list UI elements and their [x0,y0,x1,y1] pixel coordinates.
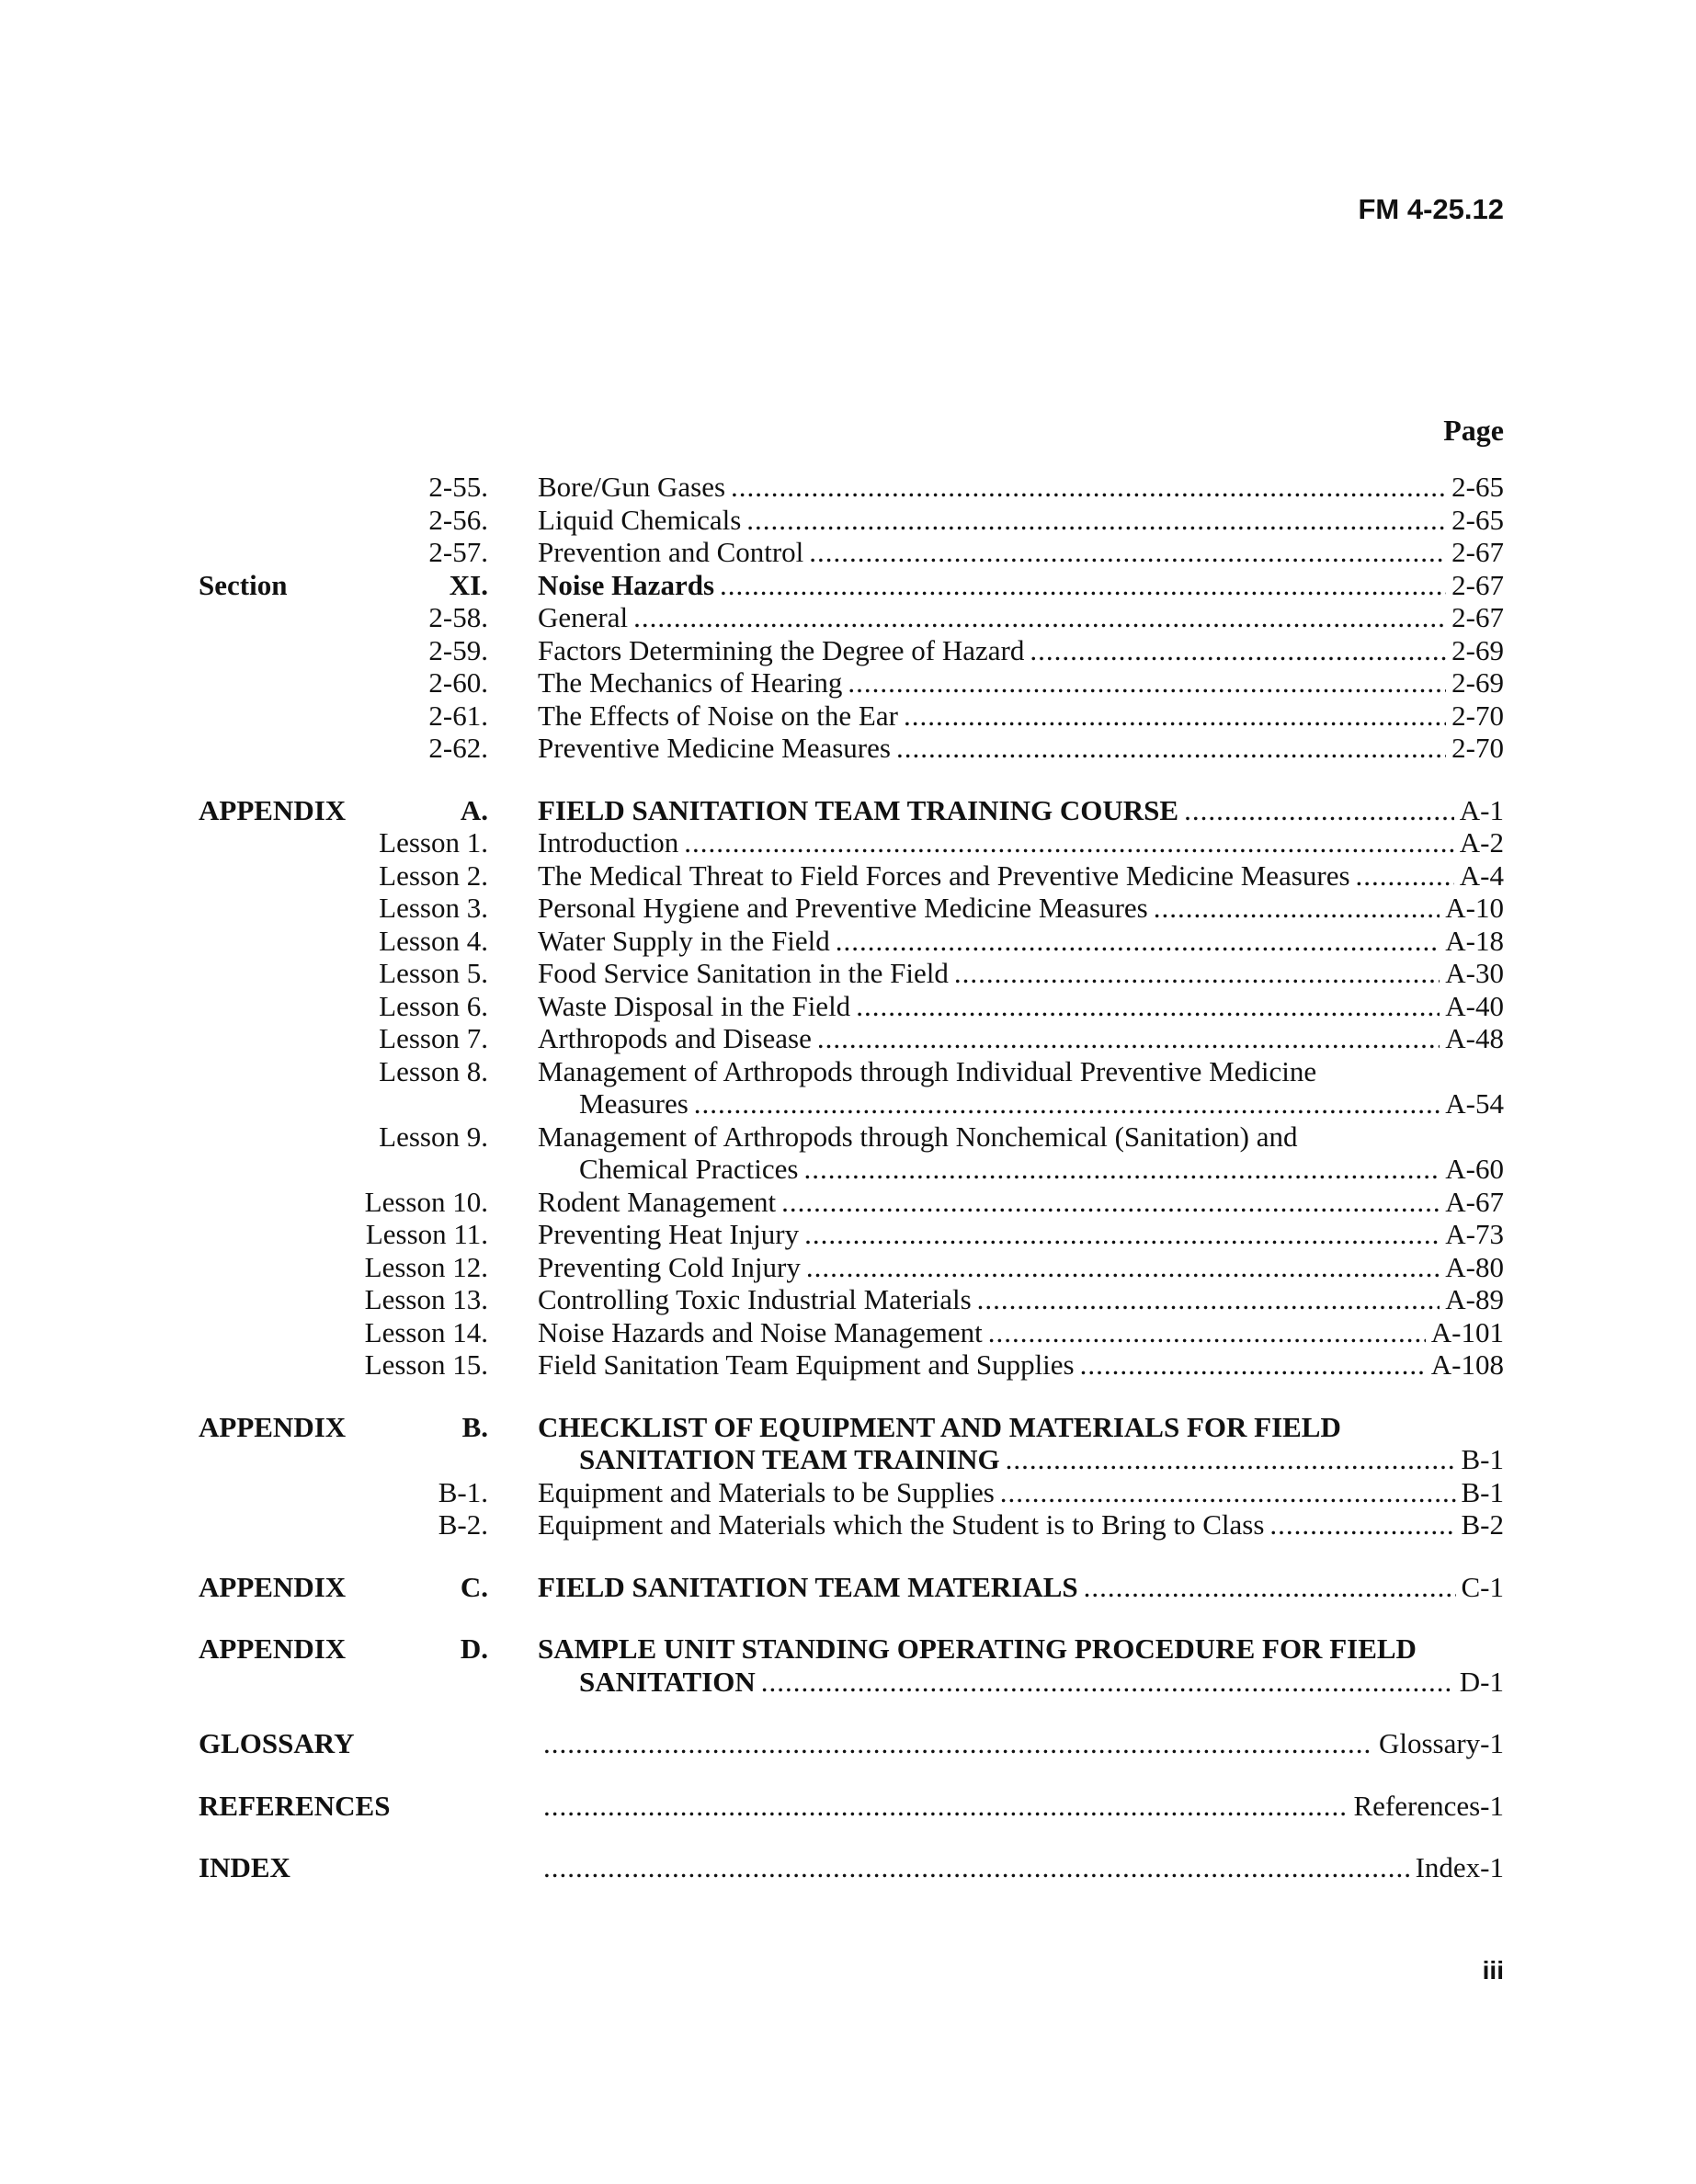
toc-entry-number: Lesson 4. [379,924,488,957]
toc-page-ref: 2-65 [1451,503,1504,536]
toc-entry [199,1022,1504,1055]
toc-entry [199,859,1504,893]
table-of-contents [199,471,1504,1884]
toc-entry [199,1218,1504,1251]
toc-entry-title: Introduction [538,826,679,859]
toc-entry-number: Lesson 15. [364,1348,488,1381]
toc-page-ref: B-2 [1461,1508,1504,1541]
toc-entry-title: Bore/Gun Gases [538,471,726,503]
dot-leader [694,1087,1440,1120]
toc-entry-number: Lesson 11. [365,1218,488,1250]
toc-entry [199,700,1504,733]
toc-page-ref: A-10 [1445,892,1504,924]
dot-leader [856,990,1440,1023]
toc-page-ref: 2-67 [1451,601,1504,633]
toc-entry [199,925,1504,958]
toc-group-label [199,666,359,700]
dot-leader [1184,794,1454,827]
toc-group-label: REFERENCES [199,1789,391,1822]
toc-page-ref: A-108 [1430,1348,1504,1381]
toc-entry-title-line1: Management of Arthropods through Individual Preventive Medicine [538,1054,1317,1087]
toc-group-label [199,1022,359,1055]
toc-entry-number: B-1. [438,1475,488,1508]
toc-entry-title: The Medical Threat to Field Forces and Preventive Medicine Measures [538,859,1350,892]
dot-leader [720,569,1446,602]
dot-leader [543,1727,1373,1760]
dot-leader [1154,892,1440,925]
toc-entry [199,504,1504,537]
dot-leader [1269,1508,1455,1541]
dot-leader [543,1851,1410,1884]
toc-entry-title: Preventing Heat Injury [538,1218,800,1250]
dot-leader [977,1283,1440,1316]
toc-page-ref: A-60 [1445,1153,1504,1185]
toc-group-label [199,732,359,765]
dot-leader [1084,1571,1456,1604]
toc-group-label [199,1283,359,1316]
toc-entry-number: B-2. [438,1508,488,1541]
toc-group-label [199,1316,359,1349]
toc-group-label [199,859,359,893]
toc-entry-title: The Mechanics of Hearing [538,666,843,699]
toc-entry [199,1283,1504,1316]
toc-entry-number: Lesson 14. [364,1315,488,1348]
toc-entry [199,1632,1504,1698]
page-column-label: Page [1443,414,1504,447]
toc-group-label: Section [199,568,288,601]
toc-group-label: APPENDIX [199,793,347,826]
dot-leader [904,700,1446,733]
toc-group-label [199,700,359,733]
toc-entry-number: Lesson 6. [379,989,488,1022]
toc-group-label [199,1186,359,1219]
toc-entry [199,1055,1504,1120]
toc-group-label [199,601,359,634]
toc-group-label [199,1476,359,1509]
toc-page-ref: A-40 [1445,989,1504,1022]
dot-leader [1000,1476,1456,1509]
toc-entry [199,1790,1504,1823]
dot-leader [684,826,1454,859]
toc-page-ref: Glossary-1 [1378,1727,1504,1759]
dot-leader [543,1790,1348,1823]
toc-entry-number: Lesson 5. [379,957,488,989]
toc-group-label [199,1120,359,1186]
toc-page-ref: A-80 [1445,1250,1504,1283]
toc-entry [199,1571,1504,1604]
toc-page-ref: D-1 [1459,1665,1504,1698]
toc-entry [199,1120,1504,1186]
toc-entry-title: Noise Hazards [538,568,715,601]
dot-leader [746,504,1446,537]
toc-entry-title: Field Sanitation Team Equipment and Supplies [538,1348,1075,1381]
toc-entry [199,826,1504,859]
toc-group-label [199,826,359,859]
toc-entry [199,471,1504,504]
toc-entry-number: A. [460,793,488,826]
toc-entry-number: Lesson 8. [379,1054,488,1087]
toc-group-label [199,957,359,990]
toc-entry-title: Arthropods and Disease [538,1022,812,1054]
toc-page-ref: A-30 [1445,957,1504,989]
toc-entry [199,536,1504,569]
toc-group-label [199,925,359,958]
dot-leader [1356,859,1454,893]
toc-page-ref: Index-1 [1415,1851,1504,1883]
toc-entry-title: Water Supply in the Field [538,924,830,957]
toc-group-label [199,1218,359,1251]
toc-entry [199,1476,1504,1509]
dot-leader [806,1251,1440,1284]
toc-entry-number: Lesson 1. [379,826,488,859]
toc-entry [199,794,1504,827]
toc-entry-number: Lesson 3. [379,892,488,924]
toc-entry-title: Equipment and Materials to be Supplies [538,1475,995,1508]
toc-entry [199,990,1504,1023]
toc-entry-title-line1: CHECKLIST OF EQUIPMENT AND MATERIALS FOR FIELD [538,1410,1341,1443]
dot-leader [1030,634,1446,667]
toc-entry-title: Prevention and Control [538,536,804,568]
toc-entry-number: Lesson 7. [379,1022,488,1054]
toc-page-ref: 2-69 [1451,666,1504,699]
toc-entry-number: Lesson 2. [379,859,488,892]
toc-page-ref: References-1 [1353,1789,1504,1822]
toc-page-ref: A-54 [1445,1087,1504,1120]
toc-entry-number: Lesson 13. [364,1283,488,1315]
document-id: FM 4-25.12 [1358,193,1504,225]
toc-page-ref: 2-67 [1451,568,1504,601]
toc-entry-title-line1: Management of Arthropods through Nonchemical (Sanitation) and [538,1120,1298,1153]
toc-entry-number: 2-57. [428,536,488,568]
dot-leader [731,471,1446,504]
dot-leader [848,666,1446,700]
toc-entry-title: General [538,601,629,633]
toc-entry-number: Lesson 9. [379,1120,488,1153]
toc-entry [199,1186,1504,1219]
toc-page-ref: A-73 [1445,1218,1504,1250]
dot-leader [988,1316,1426,1349]
toc-entry [199,1411,1504,1476]
toc-group-label [199,471,359,504]
dot-leader [809,536,1446,569]
toc-entry-title: Preventing Cold Injury [538,1250,801,1283]
toc-entry-title: Equipment and Materials which the Student is to Bring to Class [538,1508,1265,1541]
toc-entry-number: D. [460,1632,488,1665]
toc-entry-title: Noise Hazards and Noise Management [538,1315,983,1348]
toc-group-label [199,634,359,667]
toc-group-label [199,1508,359,1541]
toc-entry [199,601,1504,634]
toc-group-label [199,892,359,925]
toc-group-label [199,1348,359,1382]
toc-entry-title: Controlling Toxic Industrial Materials [538,1283,972,1315]
dot-leader [836,925,1440,958]
toc-entry-title: Waste Disposal in the Field [538,989,851,1022]
toc-group-label: APPENDIX [199,1410,347,1443]
toc-page-ref: 2-70 [1451,732,1504,764]
toc-entry-title: SANITATION [579,1665,756,1698]
toc-entry-title: Factors Determining the Degree of Hazard [538,633,1025,666]
toc-entry-number: 2-59. [428,633,488,666]
page-number: iii [1482,1956,1504,1985]
toc-entry-title: Chemical Practices [579,1153,799,1185]
toc-entry-number: C. [460,1570,488,1603]
toc-entry [199,892,1504,925]
toc-entry [199,569,1504,602]
toc-entry-title: FIELD SANITATION TEAM MATERIALS [538,1570,1078,1603]
toc-entry-title: Liquid Chemicals [538,503,742,536]
dot-leader [804,1218,1440,1251]
toc-entry-number: 2-60. [428,666,488,699]
dot-leader [781,1186,1440,1219]
toc-entry-number: 2-55. [428,471,488,503]
toc-page-ref: 2-70 [1451,699,1504,732]
toc-group-label [199,536,359,569]
toc-page-ref: A-89 [1445,1283,1504,1315]
dot-leader [1080,1348,1426,1382]
toc-page-ref: C-1 [1461,1570,1504,1603]
toc-group-label: GLOSSARY [199,1727,355,1759]
toc-page-ref: A-1 [1459,793,1504,826]
toc-group-label: APPENDIX [199,1570,347,1603]
toc-entry [199,1851,1504,1884]
toc-group-label [199,1055,359,1120]
toc-entry [199,1727,1504,1760]
dot-leader [896,732,1446,765]
toc-entry-number: B. [461,1410,488,1443]
toc-page-ref: A-101 [1430,1315,1504,1348]
toc-group-label [199,504,359,537]
toc-entry-title: Food Service Sanitation in the Field [538,957,949,989]
toc-entry-number: Lesson 10. [364,1185,488,1218]
toc-entry [199,1251,1504,1284]
toc-entry-title: Measures [579,1087,689,1120]
toc-entry [199,732,1504,765]
toc-group-label: APPENDIX [199,1632,347,1665]
dot-leader [803,1153,1440,1186]
dot-leader [1006,1443,1456,1476]
toc-entry [199,1348,1504,1382]
toc-page-ref: B-1 [1461,1443,1504,1475]
toc-page-ref: A-48 [1445,1022,1504,1054]
toc-page-ref: 2-67 [1451,536,1504,568]
toc-entry-number: 2-62. [428,732,488,764]
toc-entry-title: Personal Hygiene and Preventive Medicine Measures [538,892,1148,924]
dot-leader [633,601,1446,634]
toc-page-ref: A-67 [1445,1185,1504,1218]
toc-entry [199,1316,1504,1349]
toc-entry-title: FIELD SANITATION TEAM TRAINING COURSE [538,793,1179,826]
toc-entry-number: 2-61. [428,699,488,732]
toc-entry [199,634,1504,667]
toc-entry-title: SANITATION TEAM TRAINING [579,1443,1000,1475]
toc-page-ref: A-2 [1459,826,1504,859]
toc-group-label: INDEX [199,1851,290,1883]
toc-entry-title: The Effects of Noise on the Ear [538,699,898,732]
toc-group-label [199,1251,359,1284]
toc-entry [199,666,1504,700]
toc-entry-title: Preventive Medicine Measures [538,732,891,764]
toc-entry-title-line1: SAMPLE UNIT STANDING OPERATING PROCEDURE FOR FIELD [538,1632,1417,1665]
dot-leader [954,957,1440,990]
toc-entry-number: 2-58. [428,601,488,633]
toc-page-ref: B-1 [1461,1475,1504,1508]
toc-entry-title: Rodent Management [538,1185,777,1218]
toc-entry-number: XI. [449,568,488,601]
toc-page-ref: 2-69 [1451,633,1504,666]
toc-page-ref: 2-65 [1451,471,1504,503]
toc-entry-number: Lesson 12. [364,1250,488,1283]
toc-entry [199,957,1504,990]
toc-page-ref: A-4 [1459,859,1504,892]
toc-page-ref: A-18 [1445,924,1504,957]
toc-entry-number: 2-56. [428,503,488,536]
dot-leader [817,1022,1440,1055]
toc-group-label [199,990,359,1023]
dot-leader [761,1666,1454,1699]
toc-entry [199,1508,1504,1541]
